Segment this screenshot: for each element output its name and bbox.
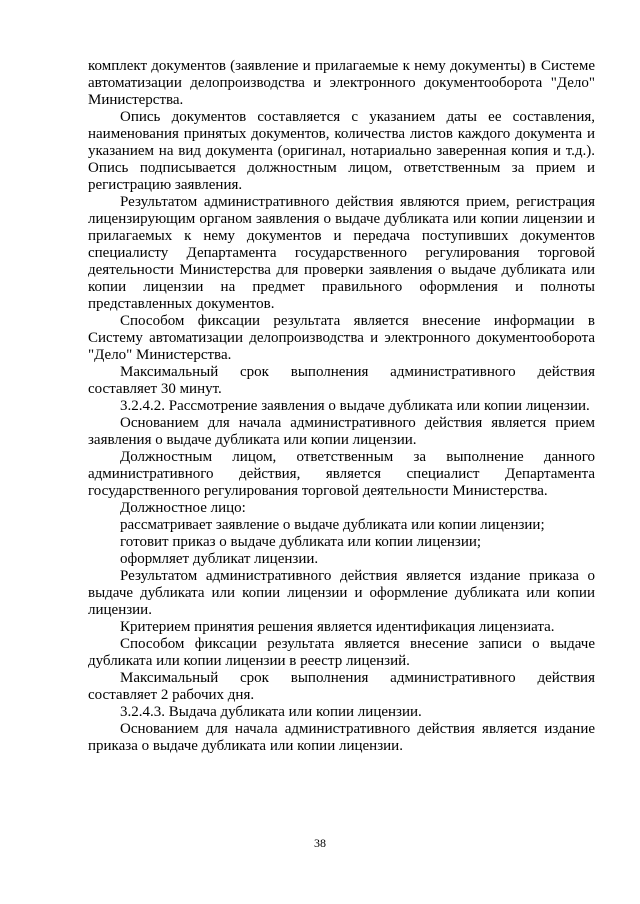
paragraph-result: Результатом административного действия являются прием, регистрация лицензирующим органом заявления о выдаче дубликата или копии лицензии и прилагаемых к нему документов и передача поступивших документов специалисту Департамента государственного регулирования торговой деятельности Министерства для проверки заявления о выдаче дубликата или копии лицензии на предмет правильного оформления и полноты представленных документов. <box>88 194 595 312</box>
paragraph-result-2: Результатом административного действия является издание приказа о выдаче дубликата или копии лицензии и оформление дубликата или копии лицензии. <box>88 568 595 618</box>
document-page <box>88 58 595 755</box>
paragraph-criterion: Критерием принятия решения является идентификация лицензиата. <box>120 619 555 635</box>
paragraph-official: Должностное лицо: <box>120 500 246 516</box>
list-item: рассматривает заявление о выдаче дубликата или копии лицензии; <box>120 517 545 533</box>
list-item: оформляет дубликат лицензии. <box>120 551 319 567</box>
page-number: 38 <box>314 836 326 850</box>
paragraph-basis-2: Основанием для начала административного действия является издание приказа о выдаче дубликата или копии лицензии. <box>88 721 595 754</box>
paragraph-basis: Основанием для начала административного действия является прием заявления о выдаче дубликата или копии лицензии. <box>88 415 595 448</box>
paragraph-continuation: комплект документов (заявление и прилагаемые к нему документы) в Системе автоматизации делопроизводства и электронного документооборота "Дело" Министерства. <box>88 58 595 108</box>
section-heading-3-2-4-2: 3.2.4.2. Рассмотрение заявления о выдаче дубликата или копии лицензии. <box>120 398 590 414</box>
paragraph-max-time: Максимальный срок выполнения административного действия составляет 30 минут. <box>88 364 595 397</box>
paragraph-inventory: Опись документов составляется с указанием даты ее составления, наименования принятых документов, количества листов каждого документа и указанием на вид документа (оригинал, нотариально заверенная копия и т.д.). Опись подписывается должностным лицом, ответственным за прием и регистрацию заявления. <box>88 109 595 193</box>
section-heading-3-2-4-3: 3.2.4.3. Выдача дубликата или копии лицензии. <box>120 704 422 720</box>
paragraph-fixation: Способом фиксации результата является внесение информации в Систему автоматизации делопроизводства и электронного документооборота "Дело" Министерства. <box>88 313 595 363</box>
list-item: готовит приказ о выдаче дубликата или копии лицензии; <box>120 534 482 550</box>
paragraph-fixation-2: Способом фиксации результата является внесение записи о выдаче дубликата или копии лицензии в реестр лицензий. <box>88 636 595 669</box>
paragraph-responsible: Должностным лицом, ответственным за выполнение данного административного действия, является специалист Департамента государственного регулирования торговой деятельности Министерства. <box>88 449 595 499</box>
paragraph-max-time-2: Максимальный срок выполнения административного действия составляет 2 рабочих дня. <box>88 670 595 703</box>
